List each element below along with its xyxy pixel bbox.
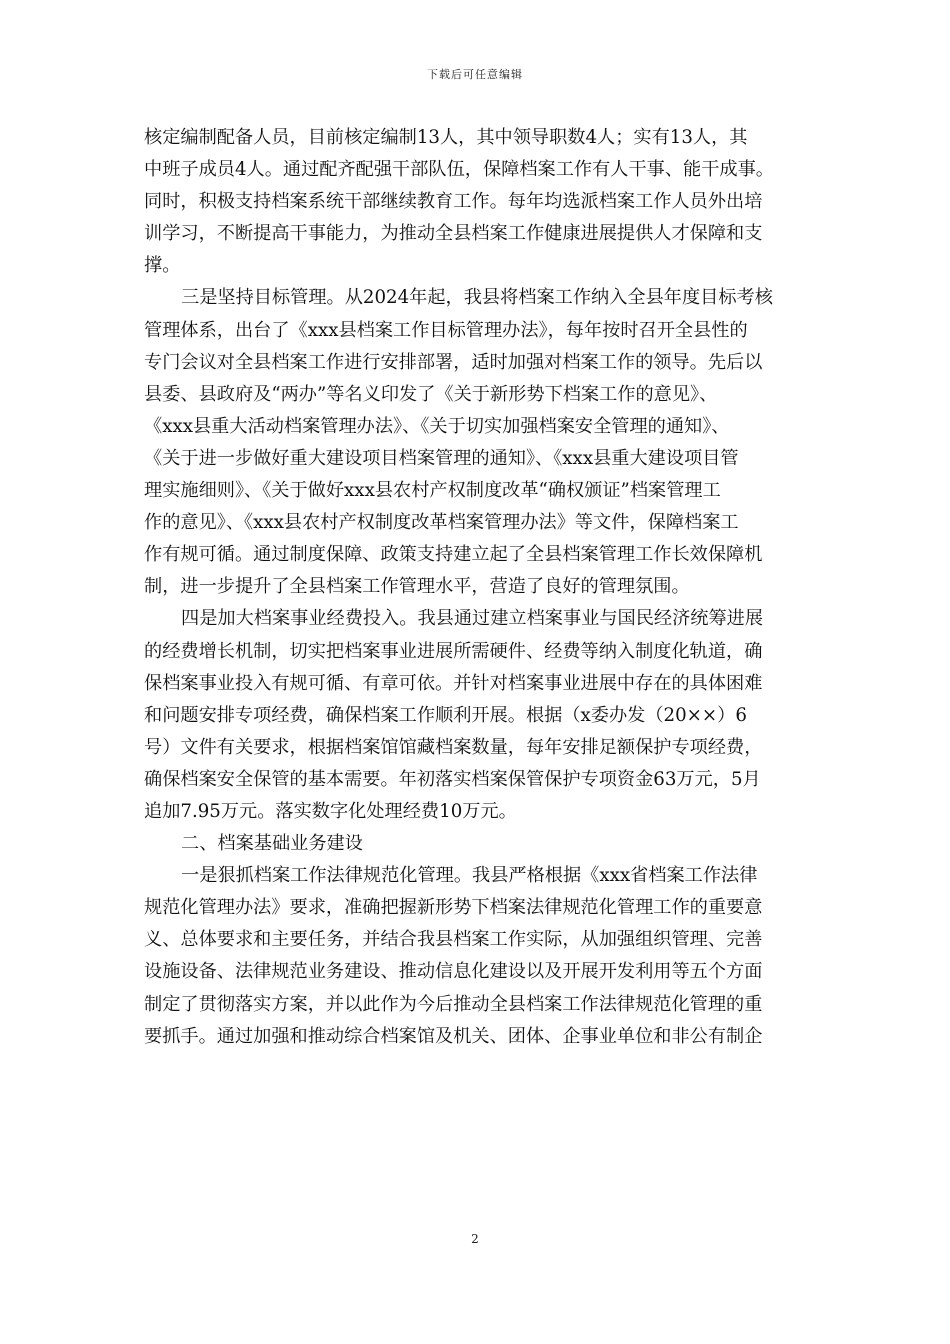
text-line: 制，进一步提升了全县档案工作管理水平，营造了良好的管理氛围。 <box>144 576 690 598</box>
text-line: 管理体系，出台了《xxx县档案工作目标管理办法》，每年按时召开全县性的 <box>144 319 748 341</box>
paragraph-first-line: 一是狠抓档案工作法律规范化管理。我县严格根据《xxx省档案工作法律 <box>181 865 758 887</box>
text-line: 理实施细则》、《关于做好xxx县农村产权制度改革“确权颁证”档案管理工 <box>144 480 721 502</box>
text-line: 号）文件有关要求，根据档案馆馆藏档案数量，每年安排足额保护专项经费， <box>144 736 763 758</box>
text-line: 追加7.95万元。落实数字化处理经费10万元。 <box>144 800 517 822</box>
text-line: 规范化管理办法》要求，准确把握新形势下档案法律规范化管理工作的重要意 <box>144 897 763 919</box>
text-line: 训学习，不断提高干事能力，为推动全县档案工作健康进展提供人才保障和支 <box>144 223 763 245</box>
paragraph-first-line: 三是坚持目标管理。从2024年起，我县将档案工作纳入全县年度目标考核 <box>181 287 773 309</box>
text-line: 同时，积极支持档案系统干部继续教育工作。每年均选派档案工作人员外出培 <box>144 191 763 213</box>
text-line: 要抓手。通过加强和推动综合档案馆及机关、团体、企事业单位和非公有制企 <box>144 1025 763 1047</box>
document-body <box>144 122 812 1053</box>
text-line: 作的意见》、《xxx县农村产权制度改革档案管理办法》等文件，保障档案工 <box>144 512 739 534</box>
text-line: 作有规可循。通过制度保障、政策支持建立起了全县档案管理工作长效保障机 <box>144 544 763 566</box>
text-line: 专门会议对全县档案工作进行安排部署，适时加强对档案工作的领导。先后以 <box>144 351 763 373</box>
section-heading: 二、档案基础业务建设 <box>181 833 363 855</box>
text-line: 确保档案安全保管的基本需要。年初落实档案保管保护专项资金63万元，5月 <box>144 768 761 790</box>
text-line: 县委、县政府及“两办”等名义印发了《关于新形势下档案工作的意见》、 <box>144 383 718 405</box>
text-line: 的经费增长机制，切实把档案事业进展所需硬件、经费等纳入制度化轨道，确 <box>144 640 763 662</box>
page-number: 2 <box>471 1232 479 1246</box>
page-header: 下载后可任意编辑 <box>427 68 523 81</box>
text-line: 中班子成员4人。通过配齐配强干部队伍，保障档案工作有人干事、能干成事。 <box>144 159 774 181</box>
text-line: 义、总体要求和主要任务，并结合我县档案工作实际，从加强组织管理、完善 <box>144 929 763 951</box>
text-line: 设施设备、法律规范业务建设、推动信息化建设以及开展开发利用等五个方面 <box>144 961 763 983</box>
text-line: 撑。 <box>144 255 181 277</box>
paragraph-first-line: 四是加大档案事业经费投入。我县通过建立档案事业与国民经济统筹进展 <box>181 608 764 630</box>
text-line: 《关于进一步做好重大建设项目档案管理的通知》、《xxx县重大建设项目管 <box>144 447 739 469</box>
text-line: 和问题安排专项经费，确保档案工作顺利开展。根据（x委办发（20××）6 <box>144 704 747 726</box>
text-line: 制定了贯彻落实方案，并以此作为今后推动全县档案工作法律规范化管理的重 <box>144 993 763 1015</box>
text-line: 《xxx县重大活动档案管理办法》、《关于切实加强档案安全管理的通知》、 <box>144 415 730 437</box>
text-line: 核定编制配备人员，目前核定编制13人，其中领导职数4人；实有13人，其 <box>144 127 748 148</box>
text-line: 保档案事业投入有规可循、有章可依。并针对档案事业进展中存在的具体困难 <box>144 672 763 694</box>
